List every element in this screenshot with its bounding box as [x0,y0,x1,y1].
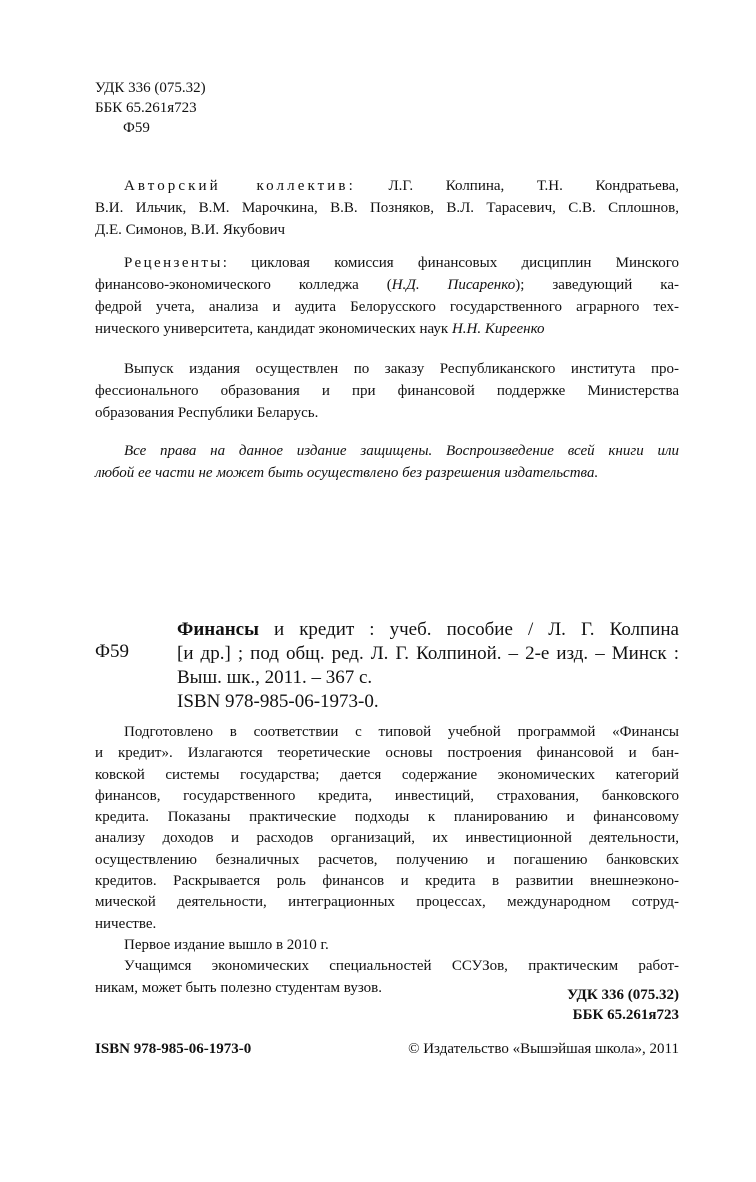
annotation-line-5: кредита. Показаны практические подходы к планированию и финансовому [95,809,679,826]
publication-line-1: Выпуск издания осуществлен по заказу Республиканского института про- [124,361,679,377]
reviewer-name-1: Н.Д. Писаренко [391,277,516,293]
catalog-index: Ф59 [95,641,130,662]
authors-label: Авторский коллектив: [124,178,356,194]
annotation-line-1: Подготовлено в соответствии с типовой учебной программой «Финансы [124,724,679,740]
annotation-line-2: и кредит». Излагаются теоретические основы построения финансовой и бан- [95,745,679,762]
publication-line-3: образования Республики Беларусь. [95,405,319,421]
first-edition-note: Первое издание вышло в 2010 г. [124,936,329,953]
bottom-codes [567,985,679,1025]
catalog-line-1: и кредит : учеб. пособие / Л. Г. Колпина [258,619,679,640]
reviewers-line-1: : цикловая комиссия финансовых дисциплин Минского [222,255,679,271]
footer-isbn: ISBN 978-985-06-1973-0 [95,1041,252,1057]
rights-notice [95,440,679,484]
publication-note [95,358,679,424]
annotation-line-10: ничестве. [95,915,157,932]
annotation-line-6: анализу доходов и расходов организаций, их инвестиционной деятельности, [95,830,679,847]
annotation-line-9: мической деятельности, интеграционных процессах, международном сотруд- [95,894,679,911]
reviewers-line-4a: нического университета, кандидат экономических наук [95,321,452,337]
bottom-bbk: ББК 65.261я723 [572,1007,679,1023]
reviewers-label: Рецензенты [124,255,223,271]
rights-line-2: любой ее части не может быть осуществлено без разрешения издательства. [95,465,599,481]
catalog-line-2: [и др.] ; под общ. ред. Л. Г. Колпиной. – 2-е изд. – Минск : [177,643,679,664]
catalog-isbn: ISBN 978-985-06-1973-0. [177,691,379,712]
annotation-line-3: ковской системы государства; дается содержание экономических категорий [95,766,679,783]
reviewers-line-3: федрой учета, анализа и аудита Белорусского государственного аграрного тех- [95,299,679,315]
authors-line-1: Л.Г. Колпина, Т.Н. Кондратьева, [388,178,680,194]
authors-line-3: Д.Е. Симонов, В.И. Якубович [95,222,286,238]
catalog-card [177,618,679,714]
reviewer-name-2: Н.Н. Киреенко [451,321,545,337]
annotation [95,722,679,999]
authors-line-2: В.И. Ильчик, В.М. Марочкина, В.В. Позняков, В.Л. Тарасевич, С.В. Сплошнов, [95,200,679,216]
publication-line-2: фессионального образования и при финансовой поддержке Министерства [95,383,679,399]
rights-line-1: Все права на данное издание защищены. Воспроизведение всей книги или [124,443,679,459]
reviewers-block [95,252,679,340]
reviewers-line-2b: ); заведующий ка- [515,277,679,293]
udk-code: УДК 336 (075.32) [95,80,206,96]
audience-line-2: никам, может быть полезно студентам вузов. [95,979,382,996]
reviewers-line-2a: финансово-экономического колледжа ( [95,277,392,293]
authors-block [95,175,679,241]
classification-codes [95,78,679,138]
bbk-code: ББК 65.261я723 [95,100,197,116]
audience-line-1: Учащимся экономических специальностей ССУЗов, практическим работ- [124,958,679,975]
book-title: Финансы [177,619,259,640]
author-mark: Ф59 [123,120,150,136]
copyright-notice: © Издательство «Вышэйшая школа», 2011 [408,1041,679,1057]
bottom-udk: УДК 336 (075.32) [567,987,679,1003]
annotation-line-4: финансов, государственного кредита, инвестиций, страхования, банковского [95,787,679,804]
annotation-line-7: осуществлению безналичных расчетов, получению и погашению банковских [95,851,679,868]
catalog-line-3: Выш. шк., 2011. – 367 с. [177,667,373,688]
annotation-line-8: кредитов. Раскрывается роль финансов и кредита в развитии внешнеэконо- [95,873,679,890]
